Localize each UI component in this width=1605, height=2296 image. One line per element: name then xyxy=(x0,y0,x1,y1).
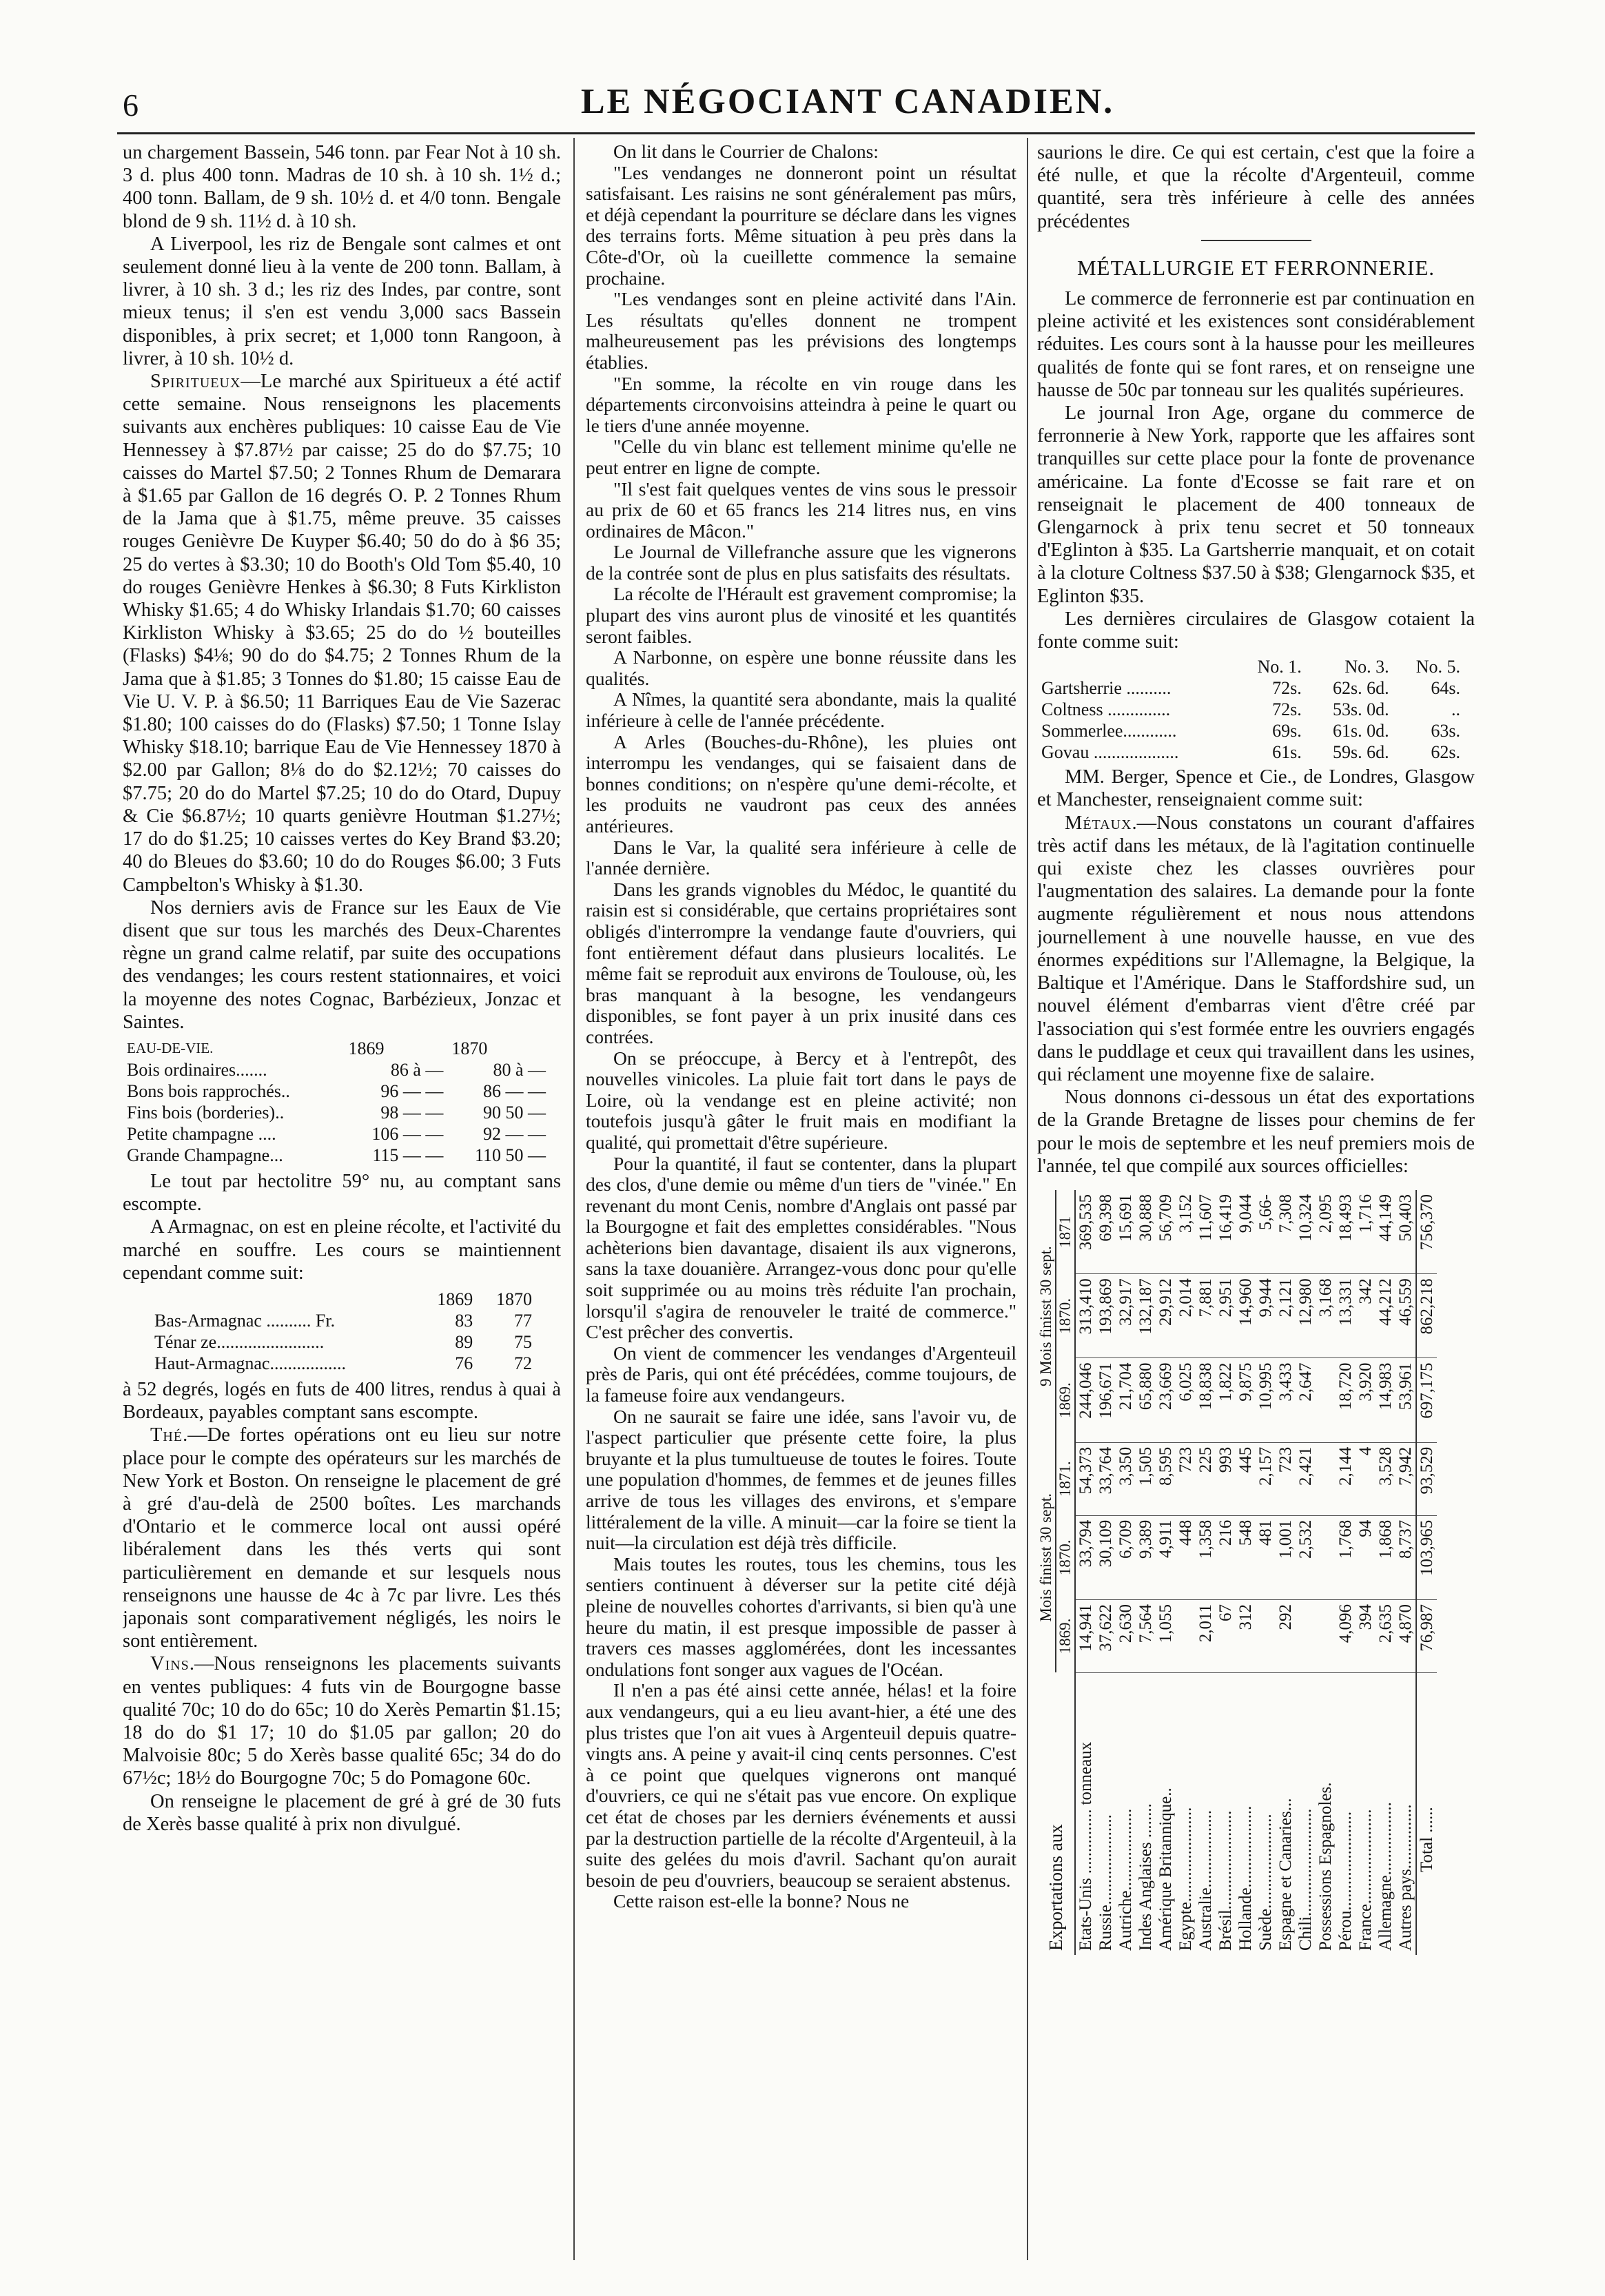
value-cell: 342 xyxy=(1356,1274,1376,1358)
table-cell: .. xyxy=(1451,699,1460,720)
table-row xyxy=(1396,1190,1416,1955)
value-cell: 1,822 xyxy=(1216,1358,1236,1442)
table-cell: 62s. 6d. xyxy=(1332,678,1389,699)
value-cell: 18,720 xyxy=(1336,1358,1356,1442)
paragraph-text: .—Nous renseignons les placements suivants en ventes publiques: 4 futs vin de Bourgogne basse qualité 70c; 10 do do 65c; 10 do Xerès Pemartin $1.15; 18 do do $1 17; 10 do $1.05 par gallon; 20 do Malvoisie 80c; 5 do Xerès basse qualité 65c; 34 do do 67½c; 18½ do Bourgogne 70c; 5 do Pomagone 60c. xyxy=(123,1653,561,1790)
table-row xyxy=(1037,699,1464,720)
table-header: 1869 xyxy=(437,1289,473,1309)
value-cell: 5,66- xyxy=(1256,1190,1276,1274)
value-cell: 4,870 xyxy=(1396,1599,1416,1672)
table-header xyxy=(1037,656,1234,677)
table-row xyxy=(1256,1190,1276,1955)
total-cell: 76,987 xyxy=(1416,1599,1437,1672)
exports-column-header: Exportations aux xyxy=(1037,1672,1075,1955)
total-cell: 862,218 xyxy=(1416,1274,1437,1358)
paragraph: On se préoccupe, à Bercy et à l'entrepôt, des nouvelles vinicoles. La pluie fait tort dans le pays de Loire, où la vendange est en pleine activité; non toutefois jusqu'à gâter le fruit mais en modifiant la qualité, qui promettait d'être supérieure. xyxy=(586,1047,1016,1153)
value-cell: 2,421 xyxy=(1296,1442,1316,1515)
exports-group-header: Mois finisst 30 sept. xyxy=(1037,1442,1056,1672)
value-cell: 14,960 xyxy=(1236,1274,1256,1358)
total-cell: 93,529 xyxy=(1416,1442,1437,1515)
value-cell: 14,941 xyxy=(1075,1599,1096,1672)
table-cell: Sommerlee............ xyxy=(1041,721,1177,741)
table-cell: 64s. xyxy=(1431,678,1460,699)
exports-year-header: 1870. xyxy=(1056,1515,1075,1599)
exports-year-header: 1871. xyxy=(1056,1442,1075,1515)
table-cell: 89 xyxy=(455,1331,473,1352)
paragraph: On vient de commencer les vendanges d'Argenteuil près de Paris, qui ont été précédées, comme toujours, de la fameuse foire aux vendangeurs. xyxy=(586,1342,1016,1406)
paragraph: On lit dans le Courrier de Chalons: xyxy=(613,141,879,162)
value-cell: 313,410 xyxy=(1075,1274,1096,1358)
table-header: 1869 xyxy=(348,1038,385,1058)
column-3 xyxy=(1037,141,1475,2264)
table-row xyxy=(1075,1190,1096,1955)
paragraph: Mais toutes les routes, tous les chemins, tous les sentiers continuent à déverser sur la petite cité déjà pleine de nouvelles cohortes d'arrivants, si bien qu'à une heure du matin, il est presque impossible de passer à travers ces masses agglomérées, dont les incessantes ondulations font songer aux vagues de l'Océan. xyxy=(586,1552,1016,1680)
value-cell: 2,014 xyxy=(1176,1274,1196,1358)
paragraph: un chargement Bassein, 546 tonn. par Fear Not à 10 sh. 3 d. plus 400 tonn. Madras de 10 sh. à 10 sh. 1½ d.; 400 tonn. Ballam, de 9 sh. 10½ d. et 4/0 tonn. Bengale blond de 9 sh. 11½ d. à 10 sh. xyxy=(123,142,561,232)
table-row xyxy=(123,1102,550,1123)
header-rule xyxy=(117,132,1475,134)
exports-year-header: 1869. xyxy=(1056,1599,1075,1672)
paragraph: Cette raison est-elle la bonne? Nous ne xyxy=(613,1890,910,1912)
table-row xyxy=(1216,1190,1236,1955)
paragraph xyxy=(123,1424,561,1652)
value-cell: 50,403 xyxy=(1396,1190,1416,1274)
column-divider xyxy=(1027,138,1028,2260)
value-cell: 1,868 xyxy=(1376,1515,1396,1599)
paragraph: MM. Berger, Spence et Cie., de Londres, Glasgow et Manchester, renseignaient comme suit: xyxy=(1037,766,1475,811)
paragraph: "Les vendanges ne donneront point un résultat satisfaisant. Les raisins ne sont généralement pas mûrs, et déjà cependant la pourriture se déclare dans les vignes des terrains forts. Même situation à peu près dans la Côte-d'Or, où la cueillette commence la semaine prochaine. xyxy=(586,161,1016,289)
value-cell: 7,942 xyxy=(1396,1442,1416,1515)
paragraph: Dans les grands vignobles du Médoc, le quantité du raisin est si considérable, que certains propriétaires sont obligés d'interrompre la vendange faute d'ouvriers, qui font entièrement défaut dans plusieurs localités. Le même fait se reproduit aux environs de Toulouse, où, les bras manquant à la besogne, les vendangeurs disponibles, se font payer à un prix inusité dans ces contrées. xyxy=(586,878,1016,1047)
paragraph-lead: Thé xyxy=(150,1424,183,1446)
value-cell: 1,001 xyxy=(1276,1515,1296,1599)
exports-year-header: 1869. xyxy=(1056,1358,1075,1442)
table-cell: Grande Champagne... xyxy=(127,1145,283,1165)
table-row xyxy=(1276,1190,1296,1955)
value-cell: 3,433 xyxy=(1276,1358,1296,1442)
table-row xyxy=(1356,1190,1376,1955)
value-cell: 10,324 xyxy=(1296,1190,1316,1274)
table-row xyxy=(123,1123,550,1145)
value-cell: 37,622 xyxy=(1096,1599,1116,1672)
value-cell: 2,144 xyxy=(1336,1442,1356,1515)
country-cell: Indes Anglaises ........ xyxy=(1136,1803,1155,1951)
value-cell: 225 xyxy=(1196,1442,1216,1515)
country-cell: Chili......................... xyxy=(1296,1808,1315,1951)
value-cell: 1,505 xyxy=(1136,1442,1156,1515)
value-cell: 9,389 xyxy=(1136,1515,1156,1599)
country-name: Etats-Unis ............... xyxy=(1076,1809,1095,1951)
table-cell: 72 xyxy=(514,1353,532,1373)
total-row xyxy=(1416,1190,1437,1955)
country-cell: Autres pays............... xyxy=(1396,1804,1415,1951)
value-cell: 7,564 xyxy=(1136,1599,1156,1672)
table-cell: Bas-Armagnac .......... Fr. xyxy=(154,1310,336,1331)
value-cell: 448 xyxy=(1176,1515,1196,1599)
value-cell: 312 xyxy=(1236,1599,1256,1672)
table-row xyxy=(123,1145,550,1166)
country-cell: Allemagne................. xyxy=(1376,1801,1395,1951)
armagnac-table xyxy=(150,1289,536,1374)
paragraph xyxy=(1037,812,1475,1086)
value-cell: 9,944 xyxy=(1256,1274,1276,1358)
value-cell: 4,911 xyxy=(1156,1515,1176,1599)
table-cell: 59s. 6d. xyxy=(1332,742,1389,763)
value-cell: 29,912 xyxy=(1156,1274,1176,1358)
value-cell: 1,716 xyxy=(1356,1190,1376,1274)
table-cell: 86 — — xyxy=(483,1080,546,1101)
paragraph: Le journal Iron Age, organe du commerce de ferronnerie à New York, rapporte que les affaires sont tranquilles sur cette place pour la fonte de provenance américaine. La fonte d'Ecosse se fait rare et on renseignait le placement de 400 tonneaux de Glengarnock à prix tenu secret et 50 tonneaux d'Eglinton à $35. La Gartsherrie manquait, et on cotait à la cloture Coltness $37.50 à $38; Glengarnock $35, et Eglinton $35. xyxy=(1037,402,1475,607)
value-cell: 69,398 xyxy=(1096,1190,1116,1274)
paragraph: Le tout par hectolitre 59° nu, au comptant sans escompte. xyxy=(123,1170,561,1216)
table-cell: 72s. xyxy=(1272,699,1302,720)
table-row xyxy=(123,1059,550,1080)
table-cell: 62s. xyxy=(1431,742,1460,763)
value-cell: 4,096 xyxy=(1336,1599,1356,1672)
value-cell: 21,704 xyxy=(1116,1358,1136,1442)
country-cell: France...................... xyxy=(1356,1809,1375,1951)
value-cell: 132,187 xyxy=(1136,1274,1156,1358)
value-cell: 12,980 xyxy=(1296,1274,1316,1358)
value-cell: 445 xyxy=(1236,1442,1256,1515)
paragraph: On renseigne le placement de gré à gré de 30 futs de Xerès basse qualité à prix non divulgué. xyxy=(123,1790,561,1835)
value-cell xyxy=(1316,1515,1336,1599)
table-cell: 80 à — xyxy=(493,1059,546,1080)
table-cell: Ténar ze........................ xyxy=(154,1331,325,1352)
value-cell xyxy=(1256,1599,1276,1672)
value-cell: 1,358 xyxy=(1196,1515,1216,1599)
table-cell: Gartsherrie .......... xyxy=(1041,678,1172,699)
value-cell: 216 xyxy=(1216,1515,1236,1599)
exports-table-wrapper xyxy=(1037,1183,1464,1955)
exports-group-header: 9 Mois finisst 30 sept. xyxy=(1037,1190,1056,1442)
value-cell: 1,768 xyxy=(1336,1515,1356,1599)
table-row xyxy=(1376,1190,1396,1955)
country-cell: Pérou....................... xyxy=(1336,1811,1355,1951)
eau-de-vie-table xyxy=(123,1038,550,1166)
value-cell: 723 xyxy=(1276,1442,1296,1515)
table-cell: 115 — — xyxy=(372,1145,444,1165)
value-cell: 15,691 xyxy=(1116,1190,1136,1274)
paragraph xyxy=(123,1652,561,1790)
exports-year-header: 1870. xyxy=(1056,1274,1075,1358)
value-cell: 23,669 xyxy=(1156,1358,1176,1442)
paragraph: Le commerce de ferronnerie est par continuation en pleine activité et les existences sont considérablement réduites. Les cours sont à la hausse pour les meilleures qualités de fonte qui se font rares, et on renseigne une hausse de 50c par tonneau sur les qualités supérieures. xyxy=(1037,288,1475,401)
value-cell: 46,559 xyxy=(1396,1274,1416,1358)
value-cell xyxy=(1176,1599,1196,1672)
value-cell: 44,212 xyxy=(1376,1274,1396,1358)
country-cell: Brésil....................... xyxy=(1216,1810,1235,1951)
table-header xyxy=(150,1289,418,1310)
paragraph-text: .—De fortes opérations ont eu lieu sur notre place pour le compte des opérateurs sur les marchés de New York et Boston. On renseigne le placement de gré à gré d'au-delà de 2500 boîtes. Les marchands d'Ontario et le commerce local ont aussi opéré libéralement dans les thés verts qui sont particulièrement en demande et sur lesquels nous renseignons une hausse de 4c à 7c par livre. Les thés japonais sont comparativement négligés, les noirs le sont entièrement. xyxy=(123,1424,561,1652)
value-cell: 2,647 xyxy=(1296,1358,1316,1442)
column-2 xyxy=(586,141,1016,2257)
page-title: LE NÉGOCIANT CANADIEN. xyxy=(580,82,1115,121)
table-row xyxy=(1156,1190,1176,1955)
table-header: No. 3. xyxy=(1345,657,1389,677)
table-cell: 92 — — xyxy=(483,1123,546,1144)
table-row xyxy=(1176,1190,1196,1955)
paragraph: A Armagnac, on est en pleine récolte, et l'activité du marché en souffre. Les cours se maintiennent cependant comme suit: xyxy=(123,1216,561,1284)
value-cell: 2,630 xyxy=(1116,1599,1136,1672)
paragraph xyxy=(123,370,561,896)
fonte-table xyxy=(1037,656,1464,763)
value-cell: 4 xyxy=(1356,1442,1376,1515)
table-row xyxy=(150,1353,536,1374)
value-cell: 6,709 xyxy=(1116,1515,1136,1599)
table-row xyxy=(1296,1190,1316,1955)
value-cell: 369,535 xyxy=(1075,1190,1096,1274)
value-cell: 548 xyxy=(1236,1515,1256,1599)
table-cell: 75 xyxy=(514,1331,532,1352)
value-cell: 2,095 xyxy=(1316,1190,1336,1274)
paragraph: Il n'en a pas été ainsi cette année, hélas! et la foire aux vendangeurs, qui a eu lieu avant-hier, a été une des plus tristes que l'on ait vues à Argenteuil depuis quatre-vingts ans. A peine y avait-il cinq cents personnes. C'est à ce point que quelques vignerons ont manqué d'ouvriers, ce qui ne s'était pas vue encore. On explique cet état de choses par les derniers événements et aussi par la destruction partielle de la récolte d'Argenteuil, à la suite des gelées du mois d'avril. Sachant qu'on aurait besoin de peu d'ouvriers, beaucoup se seraient abstenus. xyxy=(586,1679,1016,1891)
country-cell xyxy=(1075,1672,1096,1955)
table-row xyxy=(1116,1190,1136,1955)
table-cell: Petite champagne .... xyxy=(127,1123,276,1144)
country-cell: Australie.................. xyxy=(1196,1810,1215,1951)
table-row xyxy=(123,1080,550,1102)
value-cell: 2,157 xyxy=(1256,1442,1276,1515)
table-cell: 61s. 0d. xyxy=(1332,721,1389,741)
table-row xyxy=(150,1331,536,1353)
value-cell xyxy=(1296,1599,1316,1672)
value-cell: 94 xyxy=(1356,1515,1376,1599)
value-cell: 30,109 xyxy=(1096,1515,1116,1599)
value-cell xyxy=(1316,1442,1336,1515)
table-row xyxy=(1316,1190,1336,1955)
table-row xyxy=(150,1310,536,1331)
paragraph: "Il s'est fait quelques ventes de vins sous le pressoir au prix de 60 et 65 francs les 214 litres nus, en vins ordinaires de Mâcon." xyxy=(586,478,1016,542)
country-cell: Possessions Espagnoles. xyxy=(1316,1782,1335,1951)
table-row xyxy=(1136,1190,1156,1955)
paragraph-lead: Spiritueux xyxy=(150,371,241,393)
paragraph: à 52 degrés, logés en futs de 400 litres, rendus à quai à Bordeaux, payables comptant sans escompte. xyxy=(123,1378,561,1424)
table-cell: Fins bois (borderies).. xyxy=(127,1102,285,1123)
table-cell: Haut-Armagnac................. xyxy=(154,1353,346,1373)
exports-year-header: 1871 xyxy=(1056,1190,1075,1274)
paragraph: "Les vendanges sont en pleine activité dans l'Ain. Les résultats qu'elles donnent ne trompent malheureusement pas les prévisions des longtemps établies. xyxy=(586,288,1016,373)
paragraph: Nos derniers avis de France sur les Eaux de Vie disent que sur tous les marchés des Deux-Charentes règne un grand calme relatif, par suite des occupations des vendanges; les cours restent stationnaires, et voici la moyenne des notes Cognac, Barbézieux, Jonzac et Saintes. xyxy=(123,896,561,1033)
value-cell: 14,983 xyxy=(1376,1358,1396,1442)
table-cell: Coltness .............. xyxy=(1041,699,1171,720)
paragraph: A Arles (Bouches-du-Rhône), les pluies ont interrompu les vendanges, qui se faisaient dans de bonnes conditions; on n'espère qu'une demi-récolte, et les produits ne vaudront pas ceux des années antérieures. xyxy=(586,730,1016,837)
value-cell: 1,055 xyxy=(1156,1599,1176,1672)
paragraph-lead: Vins xyxy=(150,1653,190,1675)
table-cell: 61s. xyxy=(1272,742,1302,763)
value-cell: 33,794 xyxy=(1075,1515,1096,1599)
value-cell: 2,121 xyxy=(1276,1274,1296,1358)
table-cell: 69s. xyxy=(1272,721,1302,741)
table-cell: 110 50 — xyxy=(474,1145,546,1165)
value-cell: 2,011 xyxy=(1196,1599,1216,1672)
value-cell: 196,671 xyxy=(1096,1358,1116,1442)
table-cell: 53s. 0d. xyxy=(1332,699,1389,720)
paragraph-text: —Le marché aux Spiritueux a été actif cette semaine. Nous renseignons les placements suivants aux enchères publiques: 10 caisse Eau de Vie Hennessey à $7.87½ par caisse; 25 do do $7.75; 10 caisses do Martel $7.50; 2 Tonnes Rhum de Demarara à $1.65 par Gallon de 16 degrés O. P. 2 Tonnes Rhum de la Jama que à $1.75, même preuve. 35 caisses rouges Genièvre De Kuyper $6.40; 50 do do à $6 35; 25 do vertes à $3.30; 10 do Booth's Old Tom $5.40, 10 do rouges Genièvre Henkes à $6.30; 8 Futs Kirkliston Whisky $1.65; 4 do Whisky Irlandais $1.70; 60 caisses Kirkliston Whisky à $3.65; 25 do do ½ bouteilles (Flasks) $4⅛; 90 do do $4.75; 2 Tonnes Rhum de la Jama que à $1.85; 3 Tonnes do $1.80; 15 caisse Eau de Vie U. V. P. à $6.50; 11 Barriques Eau de Vie Sazerac $1.80; 100 caisses do do (Flasks) $7.50; 1 Tonne Islay Whisky $18.10; barrique Eau de Vie Hennessey 1870 à $2.00 par Gallon; 8⅛ do do $2.12½; 70 caisses do $7.75; 20 do do Martel $7.25; 10 do do Otard, Dupuy & Cie $6.87½; 10 quarts genièvre Houtman $1.27½; 17 do do $1.25; 10 caisses vertes do Key Brand $3.20; 40 do Bleues do $3.60; 10 do do Rouges $6.00; 3 Futs Campbelton's Whisky à $1.30. xyxy=(123,371,561,896)
value-cell: 44,149 xyxy=(1376,1190,1396,1274)
table-cell: 63s. xyxy=(1431,721,1460,741)
column-divider xyxy=(573,138,575,2260)
table-header: No. 5. xyxy=(1415,657,1460,677)
value-cell: 394 xyxy=(1356,1599,1376,1672)
table-row xyxy=(1037,677,1464,699)
paragraph: Le Journal de Villefranche assure que les vignerons de la contrée sont de plus en plus satisfaits des résultats. xyxy=(586,541,1016,584)
value-cell: 16,419 xyxy=(1216,1190,1236,1274)
paragraph: "Celle du vin blanc est tellement minime qu'elle ne peut entrer en ligne de compte. xyxy=(586,435,1016,478)
paragraph: A Narbonne, on espère une bonne réussite dans les qualités. xyxy=(586,646,1016,689)
page-number: 6 xyxy=(123,88,139,123)
value-cell: 10,995 xyxy=(1256,1358,1276,1442)
total-cell: 103,965 xyxy=(1416,1515,1437,1599)
paragraph: Les dernières circulaires de Glasgow cotaient la fonte comme suit: xyxy=(1037,608,1475,653)
exports-table xyxy=(1037,1190,1437,1955)
table-header: 1870 xyxy=(451,1038,488,1058)
value-cell: 9,875 xyxy=(1236,1358,1256,1442)
paragraph: A Nîmes, la quantité sera abondante, mais la qualité inférieure à celle de l'année précédente. xyxy=(586,688,1016,732)
value-cell: 56,709 xyxy=(1156,1190,1176,1274)
paragraph: On ne saurait se faire une idée, sans l'avoir vu, de l'aspect particulier que présente cette foire, la plus bruyante et la plus tumultueuse de toutes le foires. Toute une population d'hommes, de femmes et de jeunes filles arrive de tous les villages des environs, et s'empare littéralement de la ville. A minuit—car la foire se tient la nuit—la circulation est déjà très difficile. xyxy=(586,1405,1016,1554)
exports-table-rotated xyxy=(1037,1183,1464,1955)
table-row xyxy=(1037,720,1464,741)
value-cell: 481 xyxy=(1256,1515,1276,1599)
country-cell: Egypte...................... xyxy=(1176,1807,1195,1951)
table-header: 1870 xyxy=(496,1289,532,1309)
section-divider xyxy=(1201,240,1311,241)
paragraph: "En somme, la récolte en vin rouge dans les départements circonvoisins atteindra à peine le quart ou le tiers d'une année moyenne. xyxy=(586,372,1016,436)
total-cell: 756,370 xyxy=(1416,1190,1437,1274)
value-cell: 7,308 xyxy=(1276,1190,1296,1274)
value-cell: 53,961 xyxy=(1396,1358,1416,1442)
value-cell: 9,044 xyxy=(1236,1190,1256,1274)
table-header: EAU-DE-VIE. xyxy=(127,1039,214,1056)
section-title: MÉTALLURGIE ET FERRONNERIE. xyxy=(1076,255,1435,280)
country-cell: Espagne et Canaries... xyxy=(1276,1798,1295,1951)
table-cell: Govau ................... xyxy=(1041,742,1179,763)
country-cell: Hollande................... xyxy=(1236,1805,1255,1951)
value-cell xyxy=(1316,1358,1336,1442)
paragraph: Nous donnons ci-dessous un état des exportations de la Grande Bretagne de lisses pour chemins de fer pour le mois de septembre et les neuf premiers mois de l'année, tel que compilé aux sources officielles: xyxy=(1037,1087,1475,1177)
table-cell: Bois ordinaires....... xyxy=(127,1059,267,1080)
value-cell: 2,635 xyxy=(1376,1599,1396,1672)
table-cell: 96 — — xyxy=(380,1080,444,1101)
value-cell: 18,493 xyxy=(1336,1190,1356,1274)
paragraph: saurions le dire. Ce qui est certain, c'est que la foire a été nulle, et que la récolte d'Argenteuil, comme quantité, sera très inférieure à celle des années précédentes xyxy=(1037,142,1475,232)
value-cell: 2,532 xyxy=(1296,1515,1316,1599)
value-cell: 3,920 xyxy=(1356,1358,1376,1442)
table-row xyxy=(1037,741,1464,763)
value-cell: 292 xyxy=(1276,1599,1296,1672)
table-row xyxy=(1196,1190,1216,1955)
column-1 xyxy=(123,141,561,2257)
country-cell: Suède...................... xyxy=(1256,1814,1275,1951)
table-header: No. 1. xyxy=(1257,657,1302,677)
paragraph: Dans le Var, la qualité sera inférieure à celle de l'année dernière. xyxy=(586,836,1016,879)
paragraph-lead: Métaux xyxy=(1065,812,1132,834)
table-cell: 77 xyxy=(514,1310,532,1331)
table-cell: 90 50 — xyxy=(483,1102,546,1123)
country-cell: Russie..................... xyxy=(1096,1814,1115,1951)
table-cell: 106 — — xyxy=(371,1123,444,1144)
table-cell: Bons bois rapprochés.. xyxy=(127,1080,290,1101)
value-cell: 65,880 xyxy=(1136,1358,1156,1442)
value-cell: 2,951 xyxy=(1216,1274,1236,1358)
paragraph-text: .—Nous constatons un courant d'affaires très actif dans les métaux, de là l'agitation continuelle qui existe chez les classes ouvrières pour l'augmentation des salaires. La demande pour la fonte augmente régulièrement et nous nous attendons journellement à une nouvelle hausse, en vue des énormes expéditions sur l'Allemagne, la Belgique, la Baltique et l'Amérique. Dans le Staffordshire sud, un nouvel élément d'embarras vient d'être créé par l'association qui s'est formée entre les ouvriers engagés dans le puddlage et ceux qui travaillent dans les usines, qui réclament une moyenne fixe de salaire. xyxy=(1037,812,1475,1085)
value-cell: 723 xyxy=(1176,1442,1196,1515)
value-cell: 33,764 xyxy=(1096,1442,1116,1515)
country-cell: Amérique Britannique.. xyxy=(1156,1787,1175,1951)
total-label: Total ...... xyxy=(1416,1672,1437,1955)
value-cell: 13,331 xyxy=(1336,1274,1356,1358)
value-cell: 3,152 xyxy=(1176,1190,1196,1274)
table-cell: 86 à — xyxy=(390,1059,444,1080)
value-cell: 8,595 xyxy=(1156,1442,1176,1515)
value-cell: 18,838 xyxy=(1196,1358,1216,1442)
table-row xyxy=(1096,1190,1116,1955)
value-cell: 54,373 xyxy=(1075,1442,1096,1515)
total-cell: 697,175 xyxy=(1416,1358,1437,1442)
value-cell: 3,528 xyxy=(1376,1442,1396,1515)
value-cell: 993 xyxy=(1216,1442,1236,1515)
value-cell: 32,917 xyxy=(1116,1274,1136,1358)
paragraph: Pour la quantité, il faut se contenter, dans la plupart des clos, d'une demie ou même d'un tiers de "vinée." En revenant du mont Cenis, nombre d'Anglais ont passé par la Bourgogne et fait des emplettes considérables. "Nous achèterions bien davantage, disaient ils aux vignerons, sans la taxe douanière. Arrangez-vous donc pour qu'elle soit supprimée ou au moins très réduite l'an prochain, lorsqu'il s'agira de renouveler le traité de commerce." C'est prêcher des convertis. xyxy=(586,1152,1016,1343)
value-cell: 6,025 xyxy=(1176,1358,1196,1442)
table-cell: 72s. xyxy=(1272,678,1302,699)
value-cell: 244,046 xyxy=(1075,1358,1096,1442)
table-row xyxy=(1336,1190,1356,1955)
value-cell: 30,888 xyxy=(1136,1190,1156,1274)
value-cell xyxy=(1316,1599,1336,1672)
table-row xyxy=(1236,1190,1256,1955)
country-cell: Autriche................... xyxy=(1116,1808,1135,1951)
paragraph: A Liverpool, les riz de Bengale sont calmes et ont seulement donné lieu à la vente de 200 tonn. Ballam, à livrer, à 10 sh. 3 d.; les riz des Indes, par contre, sont mieux tenus; il s'en est vendu 3,000 sacs Bassein disponibles, à prix secret; et 1,000 tonn Rangoon, à livrer, à 10 sh. 10½ d. xyxy=(123,233,561,369)
value-cell: 67 xyxy=(1216,1599,1236,1672)
table-cell: 83 xyxy=(455,1310,473,1331)
value-cell: 7,881 xyxy=(1196,1274,1216,1358)
value-cell: 3,350 xyxy=(1116,1442,1136,1515)
value-cell: 193,869 xyxy=(1096,1274,1116,1358)
table-cell: 98 — — xyxy=(380,1102,444,1123)
value-cell: 8,737 xyxy=(1396,1515,1416,1599)
unit-label: tonneaux xyxy=(1076,1741,1095,1805)
paragraph: La récolte de l'Hérault est gravement compromise; la plupart des vins auront plus de vinosité et les quantités seront faibles. xyxy=(586,583,1016,647)
value-cell: 11,607 xyxy=(1196,1190,1216,1274)
value-cell: 3,168 xyxy=(1316,1274,1336,1358)
table-cell: 76 xyxy=(455,1353,473,1373)
